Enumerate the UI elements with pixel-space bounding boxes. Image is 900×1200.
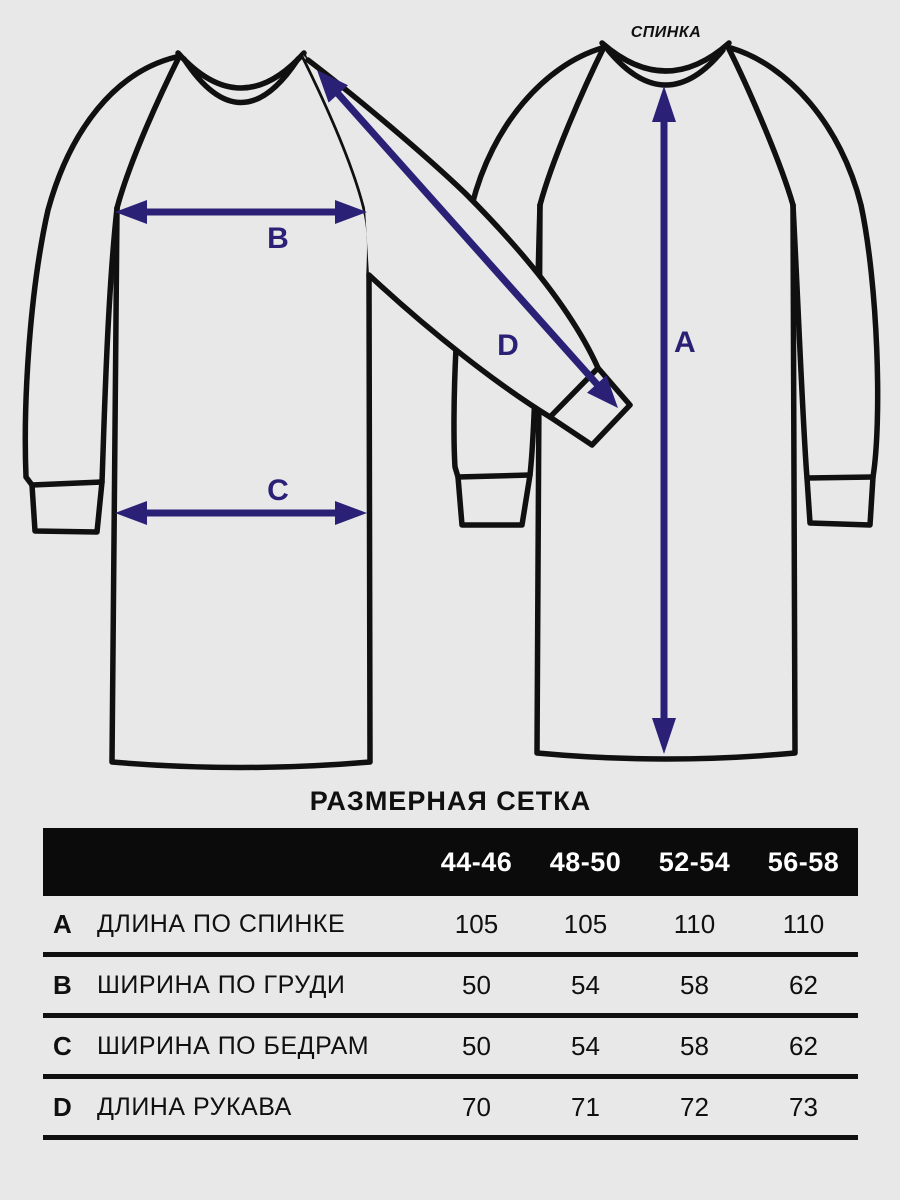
row-value: 110	[782, 908, 825, 939]
back-view-label: СПИНКА	[630, 24, 702, 41]
front-body	[112, 208, 370, 768]
row-letter: A	[53, 908, 72, 939]
row-value: 54	[571, 1030, 600, 1061]
row-label: ДЛИНА ПО СПИНКЕ	[97, 909, 346, 938]
row-value: 71	[571, 1091, 600, 1122]
size-table-title: РАЗМЕРНАЯ СЕТКА	[309, 786, 592, 816]
arrow-C	[115, 501, 367, 525]
row-letter: D	[53, 1091, 72, 1122]
row-value: 54	[571, 969, 600, 1000]
front-collar-inner	[184, 59, 298, 103]
size-col-header: 48-50	[549, 846, 622, 877]
size-col-header: 52-54	[658, 846, 731, 877]
size-col-header: 44-46	[440, 846, 513, 877]
measure-label-B: B	[267, 222, 289, 255]
row-value: 58	[680, 969, 709, 1000]
size-table-header-row	[43, 828, 858, 896]
table-row	[43, 1079, 858, 1140]
measure-label-D: D	[497, 329, 519, 362]
row-value: 105	[563, 908, 608, 939]
front-left-sleeve-wrist-line	[32, 482, 102, 485]
size-table	[43, 828, 858, 1140]
dress-front-outline	[25, 53, 370, 768]
arrow-B	[115, 200, 367, 224]
front-collar-outer	[178, 53, 304, 88]
row-value: 62	[789, 969, 818, 1000]
table-row	[43, 1018, 858, 1079]
row-value: 58	[680, 1030, 709, 1061]
row-value: 72	[680, 1091, 709, 1122]
row-value: 73	[789, 1091, 818, 1122]
table-row	[43, 957, 858, 1018]
back-right-sleeve-wrist-line	[807, 477, 873, 478]
arrow-A	[652, 86, 676, 754]
row-value: 50	[462, 969, 491, 1000]
row-value: 50	[462, 1030, 491, 1061]
measure-label-C: C	[267, 474, 289, 507]
row-value: 110	[673, 908, 716, 939]
row-letter: B	[53, 969, 72, 1000]
back-raglan-seam-right	[728, 47, 793, 205]
front-left-sleeve	[25, 57, 176, 532]
back-left-sleeve-wrist-line	[458, 475, 530, 477]
row-value: 105	[454, 908, 499, 939]
row-label: ШИРИНА ПО ГРУДИ	[97, 970, 346, 999]
row-value: 70	[462, 1091, 491, 1122]
back-raglan-seam-left	[540, 47, 604, 205]
size-col-header: 56-58	[767, 846, 840, 877]
row-label: ДЛИНА РУКАВА	[97, 1092, 292, 1121]
row-label: ШИРИНА ПО БЕДРАМ	[97, 1031, 370, 1060]
back-right-sleeve	[731, 48, 878, 525]
row-letter: C	[53, 1030, 72, 1061]
table-row	[43, 896, 858, 957]
back-collar-inner	[608, 50, 723, 85]
measure-label-A: A	[674, 326, 696, 359]
row-value: 62	[789, 1030, 818, 1061]
